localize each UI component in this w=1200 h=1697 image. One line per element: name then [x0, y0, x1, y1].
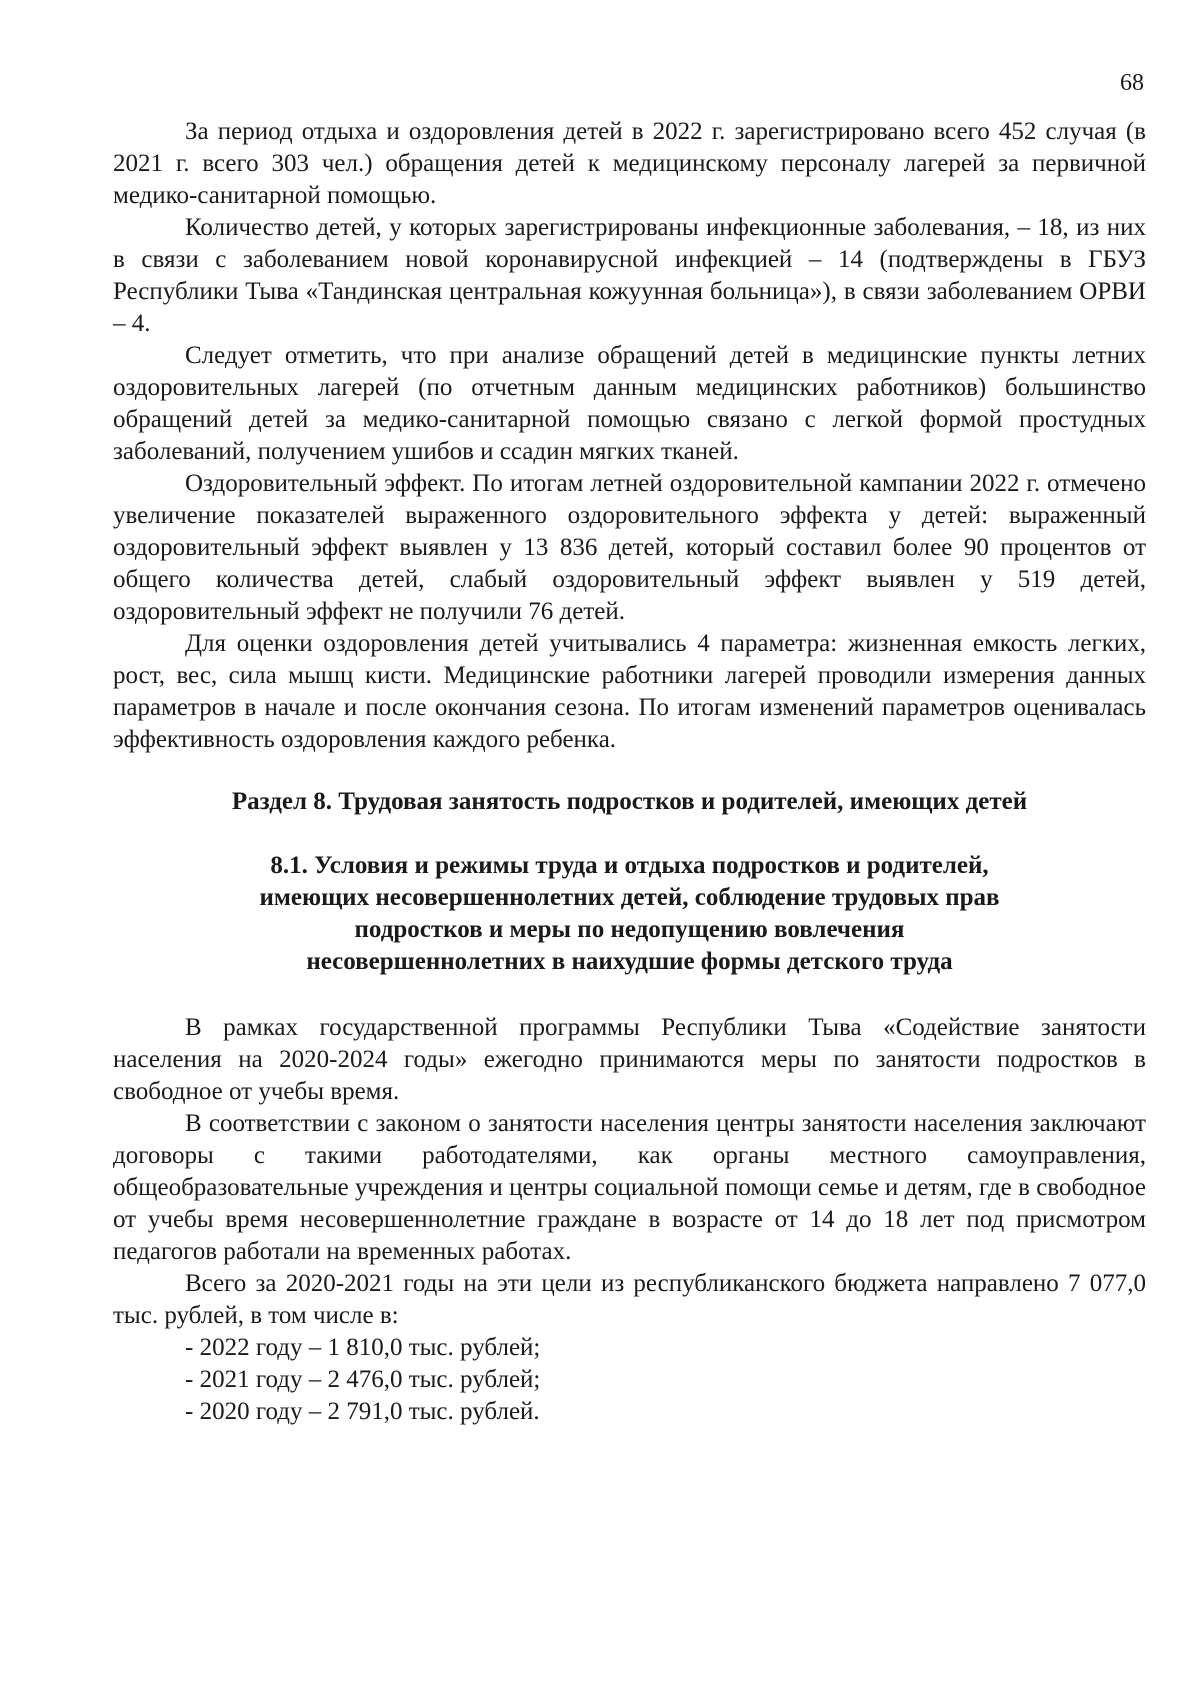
paragraph-health-effect: Оздоровительный эффект. По итогам летней оздоровительной кампании 2022 г. отмечено увеличение показателей выраженного оздоровительного эффекта у детей: выраженный оздоровительный эффект выявлен у 13 836 детей, который составил более 90 процентов от общего количества детей, слабый оздоровительный эффект выявлен у 519 детей, оздоровительный эффект не получили 76 детей.	[113, 470, 1146, 625]
paragraph-budget-total: Всего за 2020-2021 годы на эти цели из республиканского бюджета направлено 7 077,0 тыс. рублей, в том числе в:	[113, 1270, 1146, 1329]
document-body	[113, 116, 1146, 1428]
budget-list	[113, 1332, 1146, 1428]
paragraph-medical-visits: За период отдыха и оздоровления детей в 2022 г. зарегистрировано всего 452 случая (в 2021 г. всего 303 чел.) обращения детей к медицинскому персоналу лагерей за первичной медико-санитарной помощью.	[113, 118, 1146, 209]
budget-list-item-2020: - 2020 году – 2 791,0 тыс. рублей.	[185, 1398, 540, 1425]
paragraph-employment-law: В соответствии с законом о занятости населения центры занятости населения заключают договоры с такими работодателями, как органы местного самоуправления, общеобразовательные учреждения и центры социальной помощи семье и детям, где в свободное от учебы время несовершеннолетние граждане в возрасте от 14 до 18 лет под присмотром педагогов работали на временных работах.	[113, 1110, 1146, 1265]
subsection-title: 8.1. Условия и режимы труда и отдыха подростков и родителей, имеющих несовершеннолетних детей, соблюдение трудовых прав подростков и меры по недопущению вовлечения несовершеннолетних в наихудшие формы детского труда	[259, 852, 1000, 975]
paragraph-infections: Количество детей, у которых зарегистрированы инфекционные заболевания, – 18, из них в связи с заболеванием новой коронавирусной инфекцией – 14 (подтверждены в ГБУЗ Республики Тыва «Тандинская центральная кожуунная больница»), в связи заболеванием ОРВИ – 4.	[113, 214, 1146, 337]
paragraph-parameters: Для оценки оздоровления детей учитывались 4 параметра: жизненная емкость легких, рост, вес, сила мышц кисти. Медицинские работники лагерей проводили измерения данных параметров в начале и после окончания сезона. По итогам изменений параметров оценивалась эффективность оздоровления каждого ребенка.	[113, 630, 1146, 753]
paragraph-analysis: Следует отметить, что при анализе обращений детей в медицинские пункты летних оздоровительных лагерей (по отчетным данным медицинских работников) большинство обращений детей за медико-санитарной помощью связано с легкой формой простудных заболеваний, получением ушибов и ссадин мягких тканей.	[113, 342, 1146, 465]
budget-list-item-2022: - 2022 году – 1 810,0 тыс. рублей;	[185, 1334, 541, 1361]
budget-list-item-2021: - 2021 году – 2 476,0 тыс. рублей;	[185, 1366, 541, 1393]
paragraph-state-program: В рамках государственной программы Республики Тыва «Содействие занятости населения на 2020-2024 годы» ежегодно принимаются меры по занятости подростков в свободное от учебы время.	[113, 1014, 1146, 1105]
page-number: 68	[1120, 70, 1144, 96]
section-title: Раздел 8. Трудовая занятость подростков и родителей, имеющих детей	[231, 788, 1028, 815]
